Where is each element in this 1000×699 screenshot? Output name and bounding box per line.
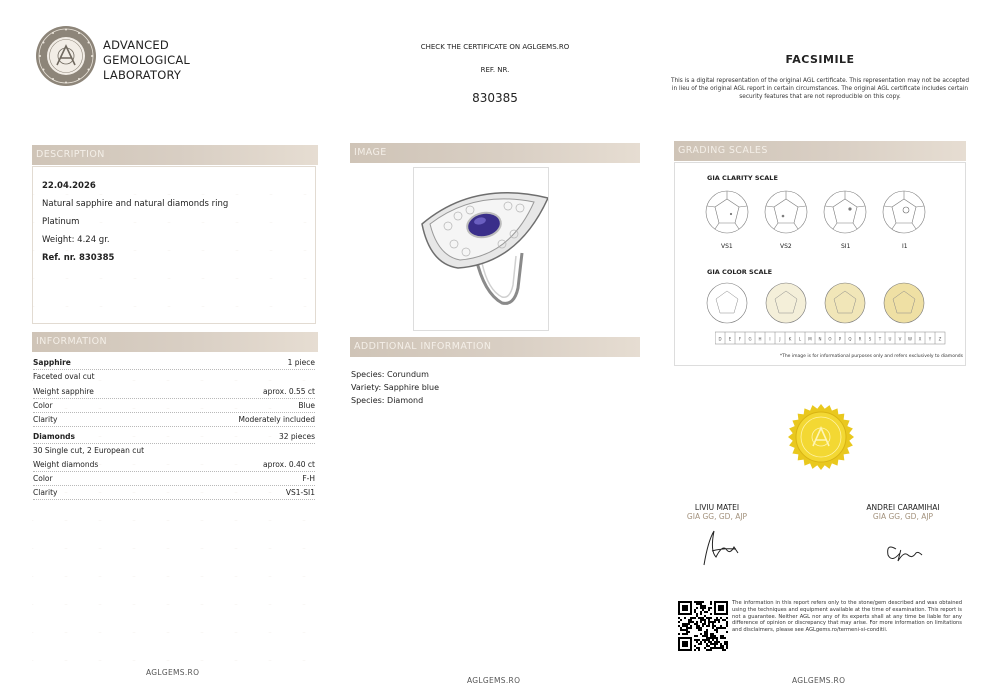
item-ref: Ref. nr. 830385 <box>42 253 115 263</box>
item-description: Natural sapphire and natural diamonds ring <box>42 199 229 209</box>
gold-seal <box>786 402 856 476</box>
info-row-value: 32 pieces <box>278 432 315 441</box>
info-row <box>33 414 315 427</box>
info-row-value: aprox. 0.40 ct <box>263 460 315 469</box>
additional-line-2: Variety: Sapphire blue <box>351 383 440 392</box>
scale-tick-label: K <box>788 336 792 342</box>
scale-tick-label: I <box>769 336 771 342</box>
footer-left[interactable]: AGLGEMS.RO <box>146 668 200 677</box>
color-swatch <box>825 283 865 323</box>
additional-info-list <box>351 368 439 407</box>
scale-tick-label: T <box>878 336 882 342</box>
signature-block-2 <box>838 503 968 575</box>
color-scale-title: GIA COLOR SCALE <box>707 268 773 276</box>
info-row-value: VS1-SI1 <box>285 488 315 497</box>
signatory-2-name: ANDREI CARAMIHAI <box>866 503 940 512</box>
scale-tick-label: V <box>898 336 902 342</box>
scale-tick-label: Y <box>928 336 932 342</box>
disclaimer-text: The information in this report refers only to the stone/gem described and was obtained using the techniques and equipment available at the time of examination. This report is not a guarantee. Neither AGL nor any of its experts shall at any time be liable for any difference of opinion or discrepancy that may arise. For more information on limitations and disclaimers, please see AGLgems.ro/termeni-si-conditii. <box>732 600 962 634</box>
info-row-value: F-H <box>302 474 315 483</box>
additional-line-1: Species: Corundum <box>351 370 429 379</box>
footer-right[interactable]: AGLGEMS.RO <box>792 676 846 685</box>
info-row <box>33 400 315 413</box>
info-row <box>33 371 315 383</box>
lab-name-line-3: LABORATORY <box>103 68 182 82</box>
info-row-value: Blue <box>298 401 315 410</box>
ref-nr-label: REF. NR. <box>480 66 510 74</box>
facsimile-title: FACSIMILE <box>785 53 855 66</box>
check-certificate-text: CHECK THE CERTIFICATE ON AGLGEMS.RO <box>420 43 570 51</box>
additional-info-band: ADDITIONAL INFORMATION <box>350 337 640 357</box>
scale-tick-label: E <box>728 336 732 342</box>
clarity-scale-title: GIA CLARITY SCALE <box>707 174 778 182</box>
scale-tick-label: H <box>758 336 762 342</box>
grading-band: GRADING SCALES <box>674 141 966 161</box>
scale-tick-label: N <box>818 336 822 342</box>
info-row-label: Color <box>33 474 53 483</box>
info-row-value: 1 piece <box>287 358 315 367</box>
scale-tick-label: S <box>868 336 872 342</box>
signature-1 <box>652 521 782 571</box>
scale-tick-label: W <box>908 336 912 342</box>
info-row-label: Weight sapphire <box>33 387 94 396</box>
grading-note: *The image is for informational purposes only and refers exclusively to diamonds <box>779 354 963 359</box>
item-metal: Platinum <box>42 217 80 227</box>
grading-panel <box>674 162 966 366</box>
clarity-label-3: SI1 <box>841 243 851 250</box>
info-row-value: aprox. 0.55 ct <box>263 387 315 396</box>
color-diamond-swatches <box>705 281 935 329</box>
certificate-date: 22.04.2026 <box>42 181 96 191</box>
signatory-1-name: LIVIU MATEI <box>694 503 740 512</box>
info-row <box>33 386 315 399</box>
info-row-label: Weight diamonds <box>33 460 99 469</box>
scale-tick-label: Z <box>938 336 942 342</box>
lab-name-line-2: GEMOLOGICAL <box>103 53 191 67</box>
additional-line-3: Species: Diamond <box>351 396 424 405</box>
scale-tick-label: P <box>838 336 842 342</box>
clarity-label-1: VS1 <box>721 243 733 250</box>
signatory-2-cred: GIA GG, GD, AJP <box>872 512 934 521</box>
scale-tick-label: X <box>918 336 922 342</box>
footer-center[interactable]: AGLGEMS.RO <box>467 676 521 685</box>
qr-code[interactable] <box>678 601 728 651</box>
signature-2 <box>838 521 968 571</box>
ref-nr-value: 830385 <box>472 91 518 105</box>
info-row-label: Clarity <box>33 488 58 497</box>
image-band: IMAGE <box>350 143 640 163</box>
scale-tick-label: R <box>858 336 862 342</box>
info-row-label: Sapphire <box>33 358 71 367</box>
facsimile-text: This is a digital representation of the original AGL certificate. This representation may not be accepted in lieu of the original AGL report in certain circumstances. The original AGL certificate includes certain security features that are not reproducible on this copy. <box>670 78 970 100</box>
clarity-diamond-icons <box>705 188 935 248</box>
info-row <box>33 487 315 500</box>
description-band: DESCRIPTION <box>32 145 318 165</box>
scale-tick-label: O <box>828 336 832 342</box>
lab-seal-logo <box>35 25 97 87</box>
info-row <box>33 473 315 486</box>
lab-name <box>103 38 190 83</box>
info-row <box>33 431 315 444</box>
info-row-value: Moderately included <box>238 415 315 424</box>
scale-tick-label: F <box>738 336 742 342</box>
info-row-label: Clarity <box>33 415 58 424</box>
color-swatch <box>707 283 747 323</box>
scale-tick-label: U <box>888 336 892 342</box>
clarity-label-4: I1 <box>902 243 908 250</box>
scale-tick-label: J <box>779 336 781 342</box>
color-swatch <box>884 283 924 323</box>
ring-image <box>413 167 549 331</box>
color-letter-scale <box>715 331 965 347</box>
scale-tick-label: D <box>718 336 722 342</box>
scale-tick-label: Q <box>848 336 852 342</box>
info-row-label: Diamonds <box>33 432 75 441</box>
scale-tick-label: G <box>748 336 752 342</box>
information-band: INFORMATION <box>32 332 318 352</box>
info-row <box>33 357 315 370</box>
lab-name-line-1: ADVANCED <box>103 38 169 52</box>
info-row-label: Faceted oval cut <box>33 372 95 381</box>
scale-tick-label: M <box>808 336 812 342</box>
info-row <box>33 445 315 457</box>
info-row <box>33 459 315 472</box>
color-swatch <box>766 283 806 323</box>
info-row-label: 30 Single cut, 2 European cut <box>33 446 145 455</box>
scale-tick-label: L <box>798 336 802 342</box>
description-panel <box>32 166 316 324</box>
clarity-label-2: VS2 <box>780 243 792 250</box>
item-weight: Weight: 4.24 gr. <box>42 235 110 245</box>
signatory-1-cred: GIA GG, GD, AJP <box>686 512 748 521</box>
info-row-label: Color <box>33 401 53 410</box>
signature-block-1 <box>652 503 782 575</box>
